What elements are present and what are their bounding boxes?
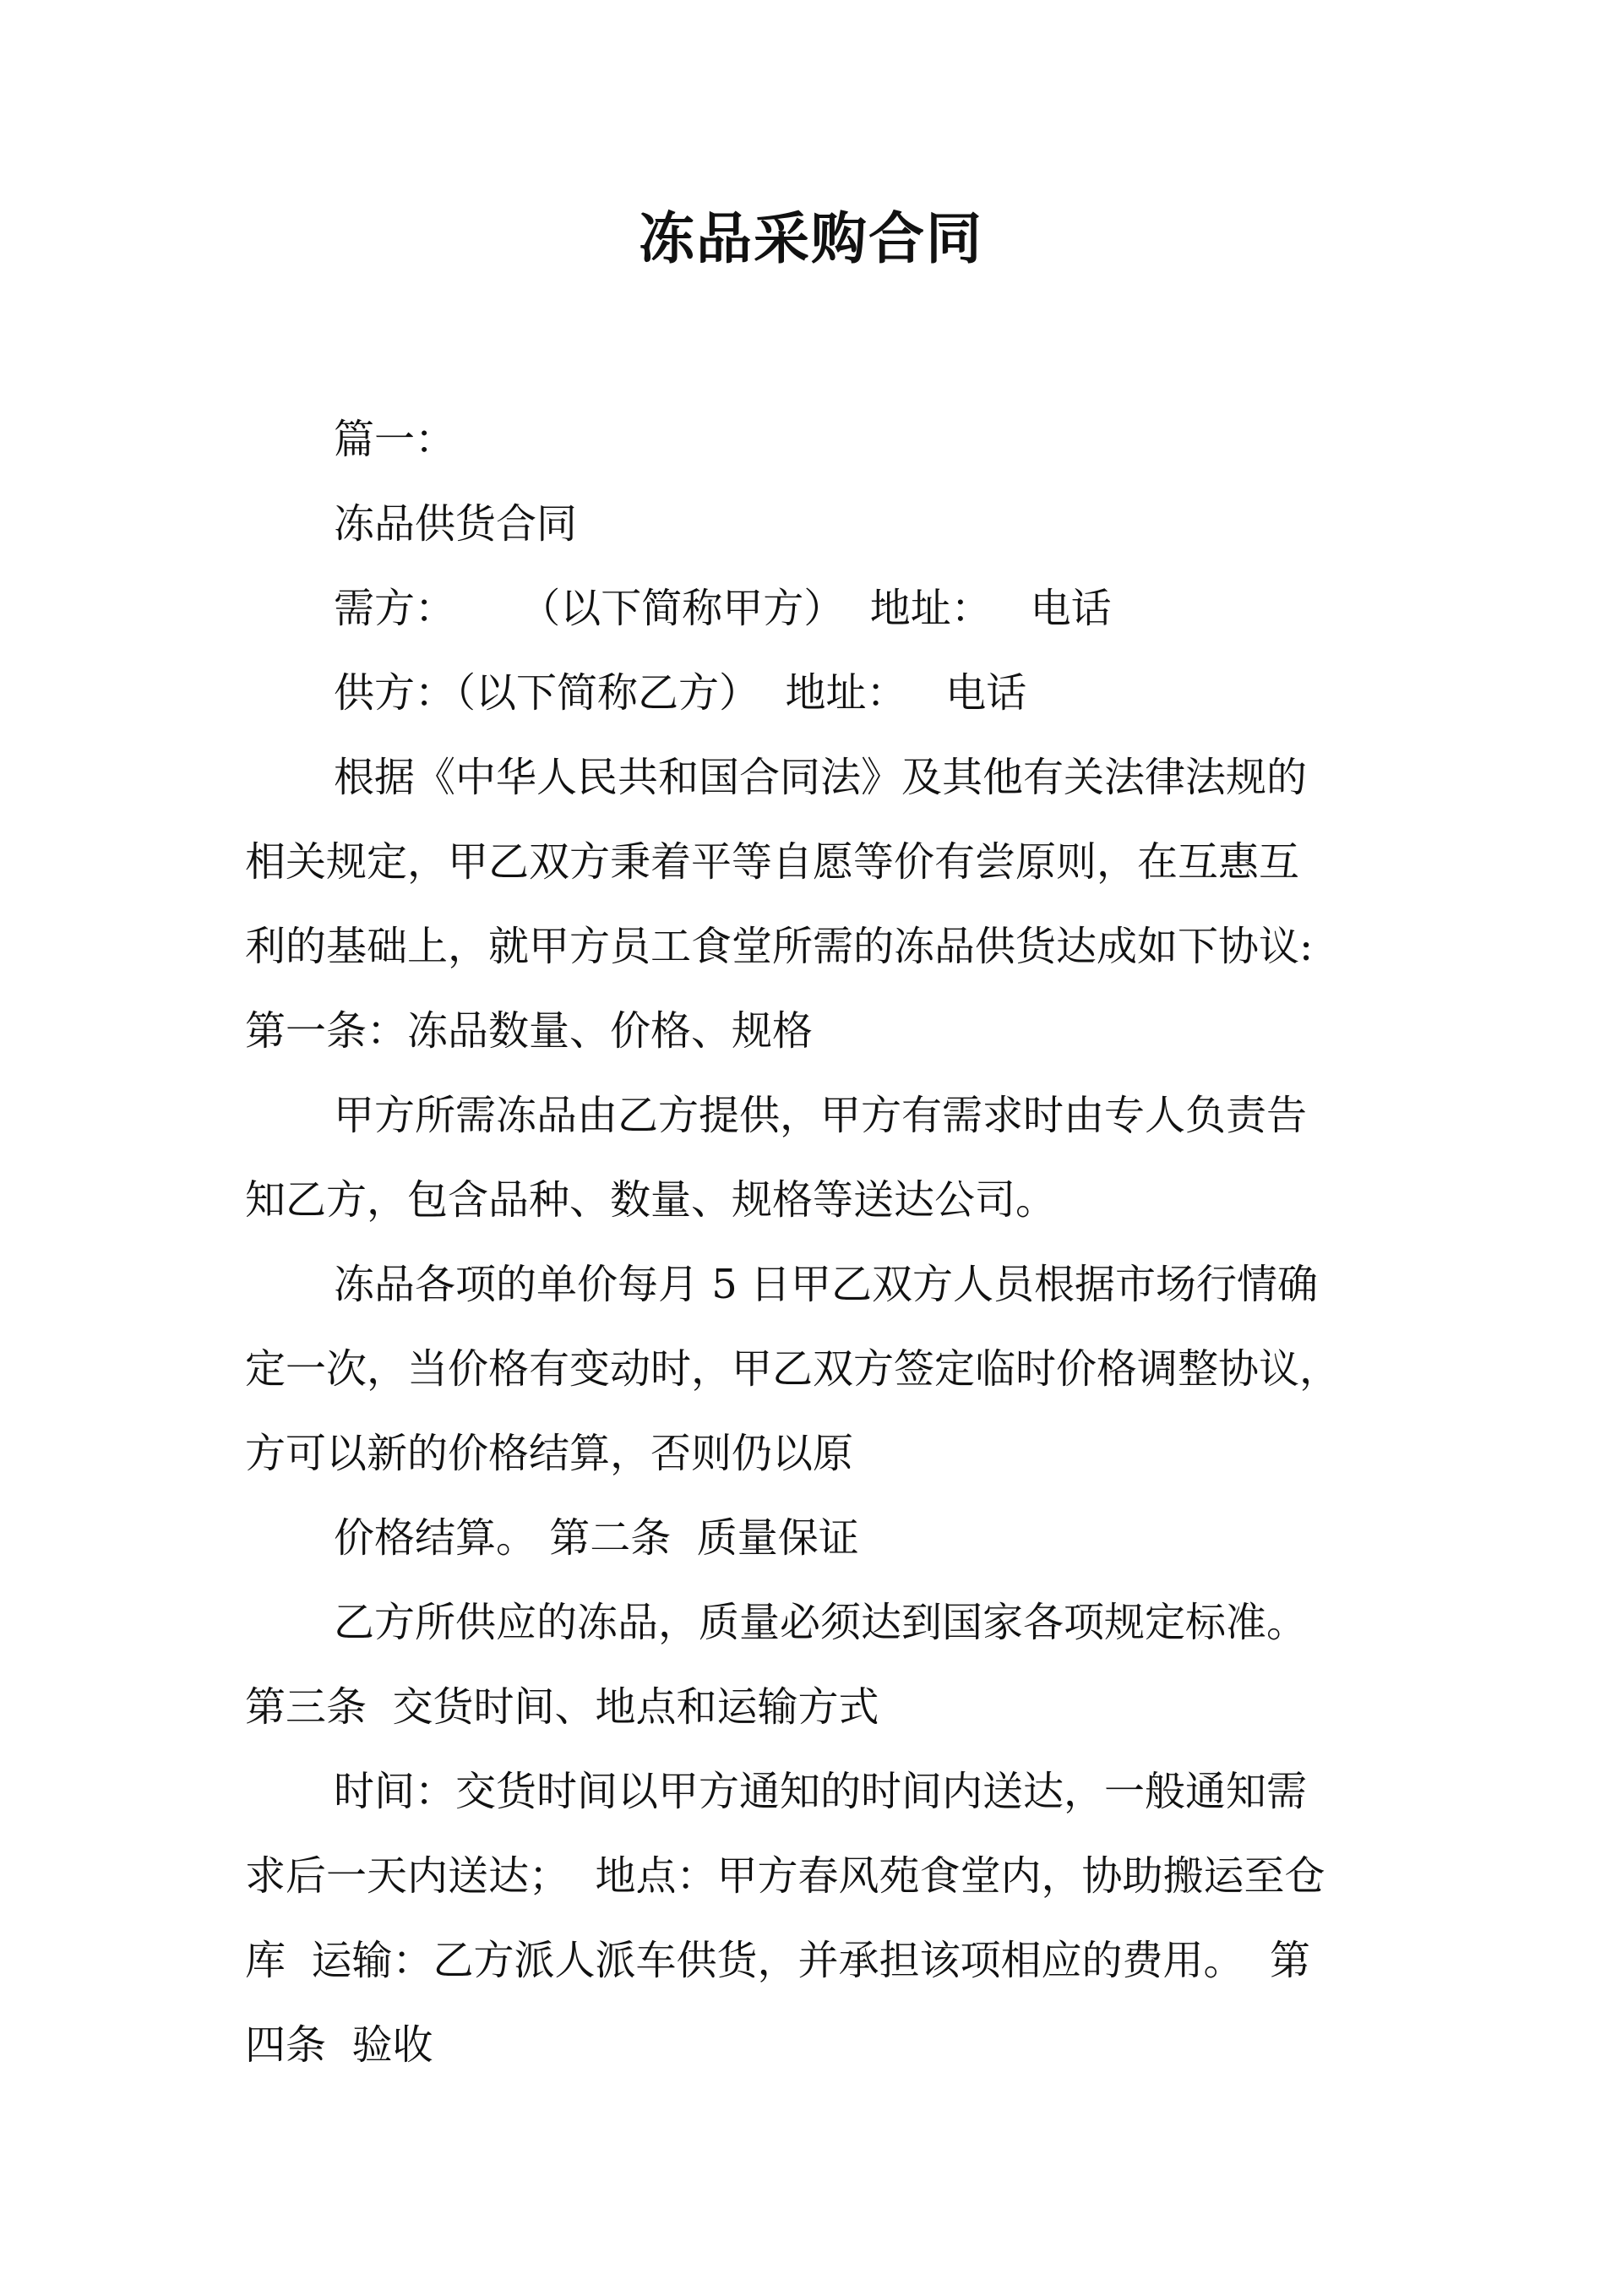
article-heading: 四条 验收	[245, 2021, 433, 2069]
contract-subtitle: 冻品供货合同	[334, 500, 578, 548]
body-line: 相关规定，甲乙双方秉着平等自愿等价有尝原则，在互惠互	[245, 838, 1300, 886]
body-line: 定一次，当价格有变动时，甲乙双方签定临时价格调整协议，	[245, 1345, 1341, 1393]
article-heading: 第一条：冻品数量、价格、规格	[245, 1007, 814, 1055]
body-line: 知乙方，包含品种、数量、规格等送达公司。	[245, 1176, 1057, 1224]
body-line: 库 运输：乙方派人派车供货，并承担该项相应的费用。 第	[245, 1937, 1311, 1984]
article-heading: 第三条 交货时间、地点和运输方式	[245, 1683, 879, 1731]
supplier-line: 供方：（以下简称乙方） 地址： 电话	[334, 669, 1027, 717]
body-line: 根据《中华人民共和国合同法》及其他有关法律法规的	[334, 754, 1308, 801]
body-line: 方可以新的价格结算，否则仍以原	[245, 1430, 854, 1477]
section-label: 篇一：	[334, 416, 456, 463]
body-line: 求后一天内送达； 地点：甲方春风苑食堂内，协助搬运至仓	[245, 1852, 1325, 1900]
buyer-line: 需方： （以下简称甲方） 地址： 电话	[334, 585, 1112, 632]
body-line: 价格结算。 第二条 质量保证	[334, 1514, 859, 1562]
document-title: 冻品采购合同	[639, 205, 983, 271]
body-line: 甲方所需冻品由乙方提供，甲方有需求时由专人负责告	[334, 1092, 1308, 1139]
body-line: 冻品各项的单价每月 5 日甲乙双方人员根据市场行情确	[334, 1261, 1319, 1308]
body-line: 利的基础上，就甲方员工食堂所需的冻品供货达成如下协议:	[245, 923, 1314, 970]
body-line: 乙方所供应的冻品，质量必须达到国家各项规定标准。	[334, 1599, 1308, 1646]
body-line: 时间：交货时间以甲方通知的时间内送达，一般通知需	[334, 1768, 1308, 1815]
